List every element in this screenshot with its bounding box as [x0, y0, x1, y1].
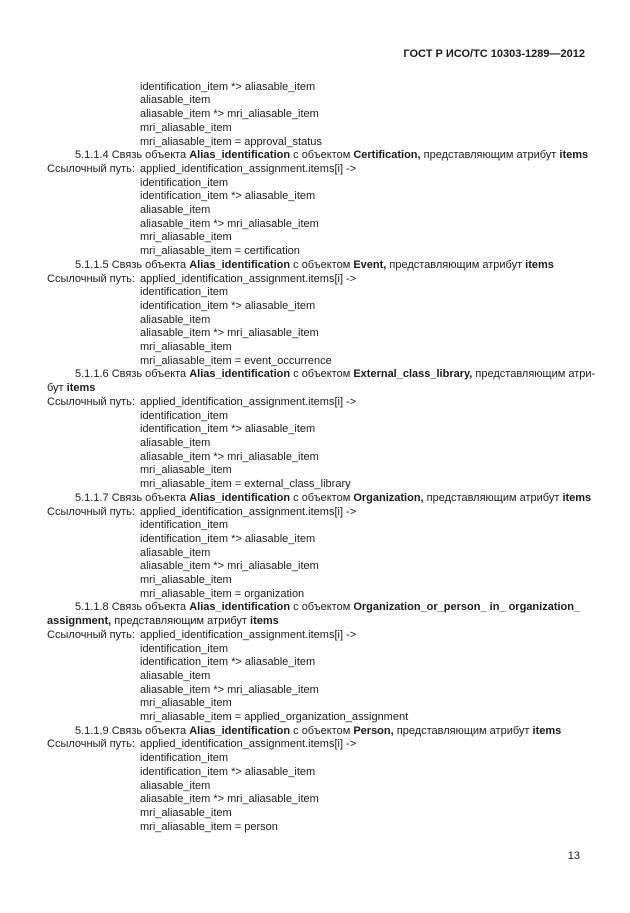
reference-path-lines [140, 519, 585, 601]
entity-name: Person, [353, 724, 394, 737]
reference-path-label: Ссылочный путь: [47, 628, 135, 641]
entity-name: items [250, 615, 279, 628]
reference-path-line: identification_item [140, 409, 229, 422]
reference-path-line: aliasable_item [140, 779, 211, 792]
entity-name: Alias_identification [189, 368, 291, 381]
heading-text: с объектом [290, 601, 354, 614]
reference-path-line: aliasable_item [140, 436, 211, 449]
reference-path-value: applied_identification_assignment.items[i] -> [140, 505, 357, 518]
reference-path-line: mri_aliasable_item [140, 231, 232, 244]
heading-text: с объектом [290, 258, 354, 271]
reference-path-line-intro [47, 629, 585, 643]
page-number: 13 [567, 850, 580, 862]
reference-path-line: mri_aliasable_item = applied_organization_assignment [140, 711, 409, 724]
heading-text: 5.1.1.7 Связь объекта [75, 491, 190, 504]
reference-path-line: aliasable_item [140, 546, 211, 559]
section [47, 368, 596, 491]
entity-name: items [66, 382, 96, 395]
reference-path-line: identification_item *> aliasable_item [140, 656, 316, 669]
heading-text: представляющим атрибут [386, 258, 526, 271]
reference-path-label: Ссылочный путь: [47, 162, 135, 175]
section-heading [47, 725, 585, 739]
section [47, 491, 592, 602]
heading-text: 5.1.1.6 Связь объекта [75, 368, 190, 381]
reference-path-line-intro [47, 273, 585, 287]
reference-path-line: mri_aliasable_item = person [140, 820, 278, 833]
entity-name: Alias_identification [189, 149, 291, 162]
section [47, 259, 585, 369]
reference-path-line-intro [47, 396, 585, 410]
reference-path-label: Ссылочный путь: [47, 738, 135, 751]
entity-name: Organization, [353, 491, 424, 504]
reference-path-line: mri_aliasable_item = event_occurrence [140, 354, 332, 367]
reference-path-line: identification_item *> aliasable_item [140, 190, 316, 203]
reference-path-line: identification_item [140, 286, 229, 299]
reference-path-line: mri_aliasable_item = organization [140, 587, 305, 600]
reference-path-line: mri_aliasable_item = external_class_library [140, 478, 351, 491]
reference-path-value: applied_identification_assignment.items[i] -> [140, 162, 357, 175]
entity-name: Alias_identification [189, 258, 291, 271]
heading-text: представляющим атрибут [420, 149, 560, 162]
reference-path-value: applied_identification_assignment.items[i] -> [140, 272, 357, 285]
section-heading [47, 149, 589, 163]
entity-name: assignment, [47, 615, 112, 628]
heading-text: с объектом [290, 149, 354, 162]
entity-name: Organization_or_person_ in_ organization_ [353, 601, 581, 614]
reference-path-value: applied_identification_assignment.items[i] -> [140, 738, 357, 751]
reference-path-line: identification_item [140, 519, 229, 532]
reference-path-line-intro [47, 506, 585, 520]
reference-path-line: mri_aliasable_item = approval_status [140, 135, 322, 148]
section-heading [47, 601, 585, 628]
reference-path-label: Ссылочный путь: [47, 505, 135, 518]
heading-text: 5.1.1.8 Связь объекта [75, 601, 190, 614]
sections-container [47, 149, 596, 834]
entity-name: Event, [353, 258, 387, 271]
section-heading [47, 259, 585, 273]
reference-path-lines [140, 410, 585, 492]
heading-text: бут [47, 382, 67, 395]
reference-path-line: aliasable_item [140, 313, 211, 326]
reference-path-line: identification_item [140, 642, 229, 655]
entity-name: items [562, 491, 592, 504]
reference-path-line-intro [47, 738, 585, 752]
reference-path-line: aliasable_item *> mri_aliasable_item [140, 327, 319, 340]
reference-path-line: identification_item *> aliasable_item [140, 80, 316, 93]
reference-path-line: mri_aliasable_item [140, 806, 232, 819]
reference-path-line: identification_item *> aliasable_item [140, 299, 316, 312]
reference-path-line: aliasable_item [140, 204, 211, 217]
reference-path-line: aliasable_item *> mri_aliasable_item [140, 683, 319, 696]
heading-text: с объектом [290, 724, 354, 737]
reference-path-line: aliasable_item *> mri_aliasable_item [140, 217, 319, 230]
reference-path-lines [140, 286, 585, 368]
heading-text: представляющим атрибут [111, 615, 251, 628]
section [47, 601, 585, 724]
reference-path-line: identification_item [140, 752, 229, 765]
continued-reference-path-lines [140, 81, 585, 150]
reference-path-line: mri_aliasable_item [140, 464, 232, 477]
section-heading [47, 368, 596, 395]
reference-path-line: identification_item *> aliasable_item [140, 423, 316, 436]
entity-name: Certification, [353, 149, 421, 162]
reference-path-line: aliasable_item *> mri_aliasable_item [140, 108, 319, 121]
reference-path-line: mri_aliasable_item = certification [140, 245, 300, 258]
reference-path-lines [140, 177, 585, 259]
reference-path-lines [140, 752, 585, 834]
reference-path-line: aliasable_item [140, 94, 211, 107]
reference-path-line: aliasable_item *> mri_aliasable_item [140, 450, 319, 463]
reference-path-line: mri_aliasable_item [140, 697, 232, 710]
heading-text: 5.1.1.5 Связь объекта [75, 258, 190, 271]
section-heading [47, 491, 592, 506]
heading-text: представляющим атрибут [423, 491, 563, 504]
reference-path-line: identification_item *> aliasable_item [140, 765, 316, 778]
reference-path-line: aliasable_item *> mri_aliasable_item [140, 560, 319, 573]
heading-text: представляющим атрибут [393, 724, 533, 737]
reference-path-label: Ссылочный путь: [47, 272, 135, 285]
content [47, 80, 596, 835]
reference-path-value: applied_identification_assignment.items[i] -> [140, 395, 357, 408]
heading-text: 5.1.1.9 Связь объекта [75, 724, 190, 737]
reference-path-line: identification_item [140, 176, 229, 189]
entity-name: Alias_identification [189, 724, 291, 737]
heading-text: представляющим атри- [472, 368, 596, 381]
reference-path-lines [140, 643, 585, 725]
entity-name: External_class_library, [353, 368, 473, 381]
reference-path-label: Ссылочный путь: [47, 395, 135, 408]
entity-name: items [532, 724, 562, 737]
heading-text: с объектом [290, 491, 354, 504]
reference-path-line-intro [47, 163, 585, 177]
reference-path-line: aliasable_item *> mri_aliasable_item [140, 793, 319, 806]
reference-path-value: applied_identification_assignment.items[i] -> [140, 628, 357, 641]
document-header: ГОСТ Р ИСО/ТС 10303-1289—2012 [403, 48, 585, 60]
heading-text: с объектом [290, 368, 354, 381]
reference-path-line: mri_aliasable_item [140, 121, 232, 134]
reference-path-line: mri_aliasable_item [140, 574, 232, 587]
section [47, 149, 589, 259]
entity-name: Alias_identification [189, 491, 291, 504]
heading-text: 5.1.1.4 Связь объекта [75, 149, 190, 162]
entity-name: Alias_identification [189, 601, 291, 614]
entity-name: items [559, 149, 589, 162]
entity-name: items [525, 258, 554, 271]
reference-path-line: mri_aliasable_item [140, 341, 232, 354]
reference-path-line: aliasable_item [140, 669, 211, 682]
reference-path-line: identification_item *> aliasable_item [140, 532, 316, 545]
section [47, 725, 585, 835]
